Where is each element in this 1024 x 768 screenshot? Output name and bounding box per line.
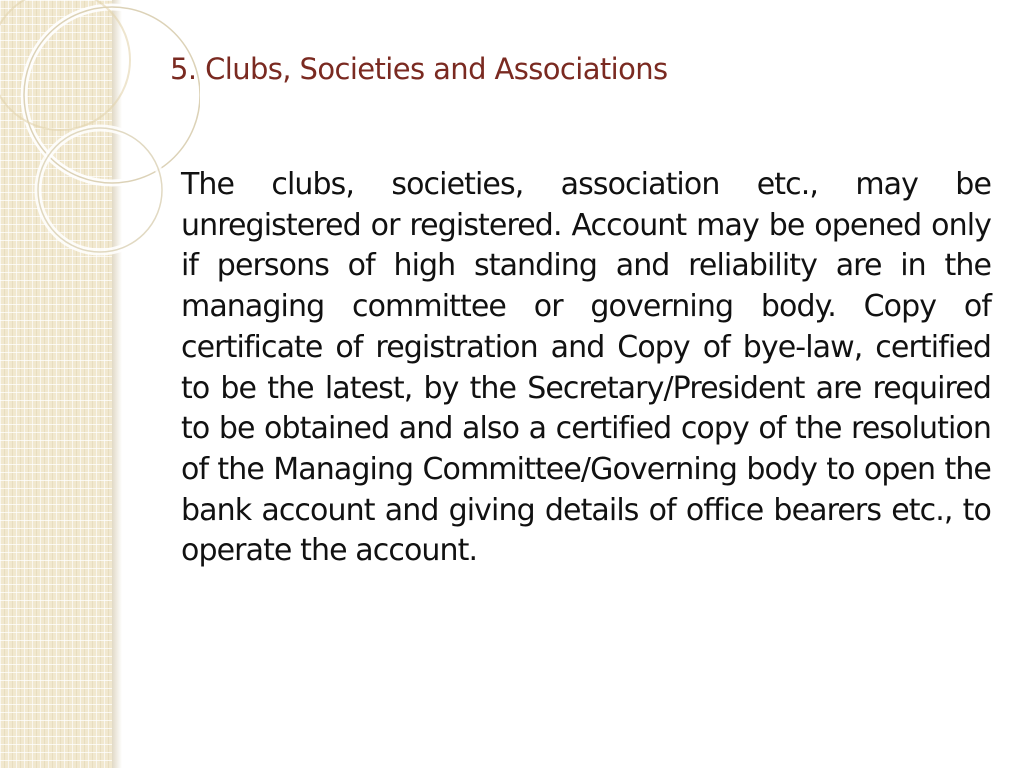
decorative-rings <box>0 0 200 260</box>
body-paragraph: The clubs, societies, association etc., may be unregistered or registered. Account may be opened only if persons of high standing and reliability are in the managing committee or governing body. Copy of certificate of registration and Copy of bye-law, certified to be the latest, by the Secretary/President are required to be obtained and also a certified copy of the resolution of the Managing Committee/Governing body to open the bank account and giving details of office bearers etc., to operate the account. <box>181 167 991 569</box>
slide-title: 5. Clubs, Societies and Associations <box>170 52 668 86</box>
